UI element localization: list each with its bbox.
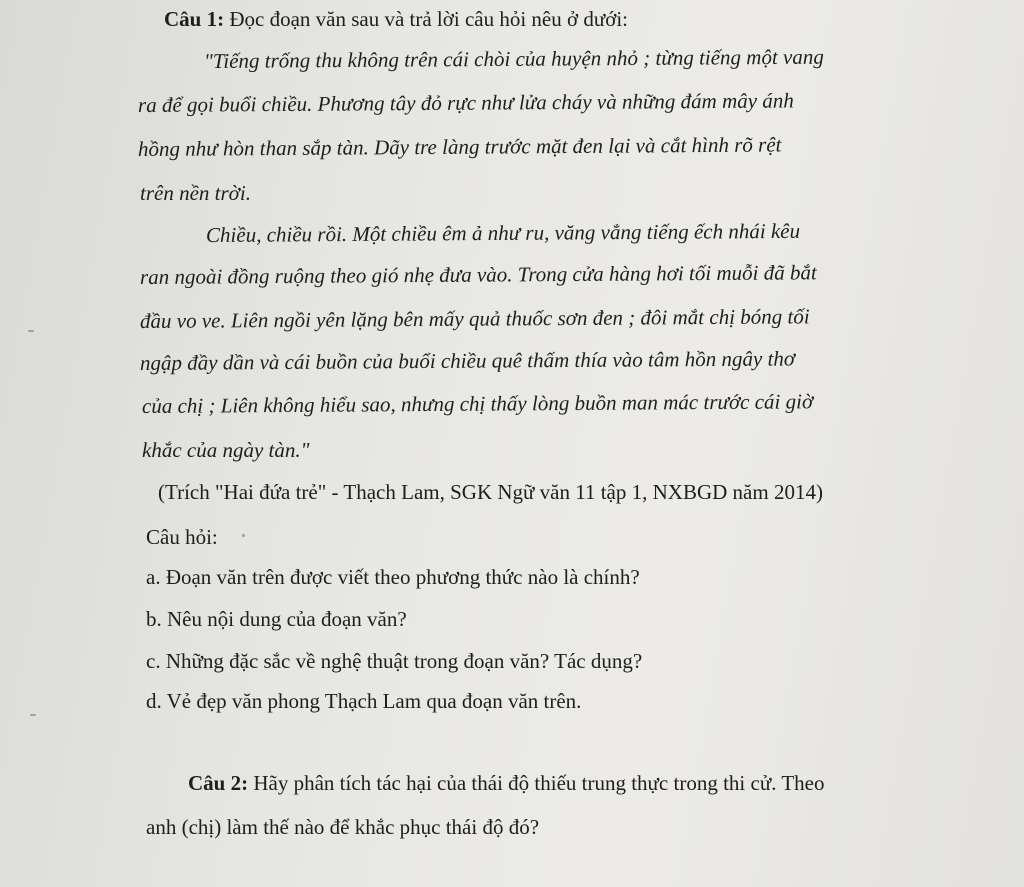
question-1-prompt: Đọc đoạn văn sau và trả lời câu hỏi nêu ở dưới: — [224, 7, 629, 31]
question-item: c. Những đặc sắc về nghệ thuật trong đoạn văn? Tác dụng? — [146, 649, 643, 673]
passage-line: trên nền trời. — [140, 181, 251, 205]
passage-line: ngập đầy dần và cái buồn của buổi chiều quê thấm thía vào tâm hồn ngây thơ — [139, 346, 796, 375]
question-item: d. Vẻ đẹp văn phong Thạch Lam qua đoạn văn trên. — [146, 689, 582, 713]
passage-line: "Tiếng trống thu không trên cái chòi của huyện nhỏ ; từng tiếng một vang — [203, 44, 824, 73]
question-item: a. Đoạn văn trên được viết theo phương thức nào là chính? — [146, 565, 640, 589]
question-2-text: Hãy phân tích tác hại của thái độ thiếu trung thực trong thi cử. Theo — [248, 771, 825, 795]
question-2-line-2: anh (chị) làm thế nào để khắc phục thái độ đó? — [146, 815, 540, 839]
passage-line: Chiều, chiều rồi. Một chiều êm ả như ru, văng vẳng tiếng ếch nhái kêu — [205, 218, 801, 247]
passage-line: của chị ; Liên không hiểu sao, nhưng chị thấy lòng buồn man mác trước cái giờ — [141, 389, 814, 418]
questions-heading: Câu hỏi: — [146, 525, 218, 549]
passage-line: ra để gọi buổi chiều. Phương tây đỏ rực như lửa cháy và những đám mây ánh — [137, 88, 794, 117]
question-item: b. Nêu nội dung của đoạn văn? — [146, 607, 407, 631]
question-2-line-1 — [188, 772, 824, 795]
passage-line: ran ngoài đồng ruộng theo gió nhẹ đưa vào. Trong cửa hàng hơi tối muỗi đã bắt — [139, 260, 817, 289]
paper-mark — [28, 330, 34, 332]
passage-line: đầu vo ve. Liên ngồi yên lặng bên mấy quả thuốc sơn đen ; đôi mắt chị bóng tối — [139, 304, 810, 333]
passage-line: hồng như hòn than sắp tàn. Dãy tre làng trước mặt đen lại và cắt hình rõ rệt — [137, 132, 782, 161]
source-citation: (Trích "Hai đứa trẻ" - Thạch Lam, SGK Ngữ văn 11 tập 1, NXBGD năm 2014) — [158, 480, 823, 504]
question-1-label: Câu 1: — [164, 7, 225, 31]
question-2-label: Câu 2: — [188, 771, 249, 795]
passage-line: khắc của ngày tàn." — [142, 438, 310, 462]
paper-mark — [30, 714, 36, 716]
question-1-heading — [164, 8, 628, 31]
paper-mark — [242, 534, 245, 537]
